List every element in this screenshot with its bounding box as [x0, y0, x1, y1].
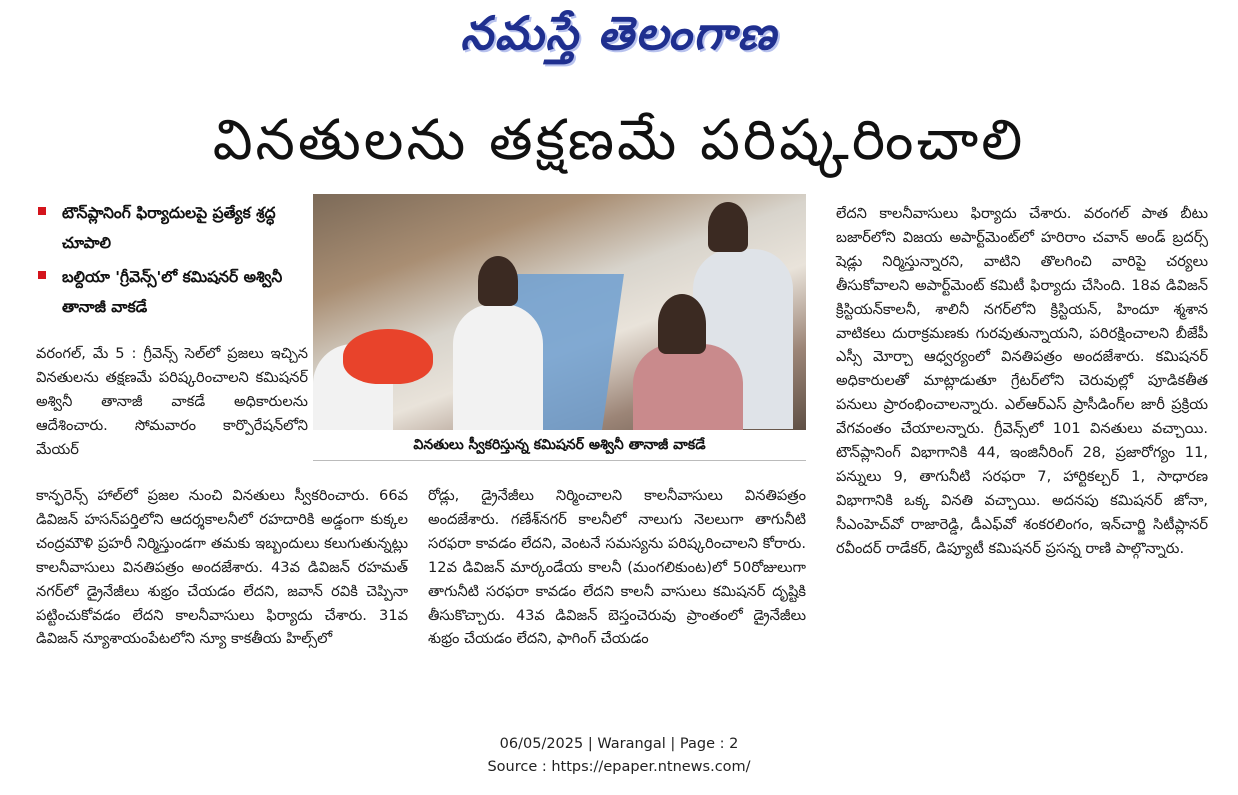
photo-person [633, 344, 743, 430]
article-body-column [36, 484, 408, 651]
source-link[interactable]: Source : https://epaper.ntnews.com/ [487, 759, 751, 775]
article-headline: వినతులను తక్షణమే పరిష్కరించాలి [212, 107, 1026, 173]
photo-person-head [478, 256, 518, 306]
highlight-bullets [36, 198, 308, 326]
highlight-bullet-text: బల్దియా 'గ్రీవెన్స్'లో కమిషనర్ అశ్వినీ తానాజీ వాకడే [62, 268, 283, 316]
article-paragraph: రోడ్లు, డ్రైనేజీలు నిర్మించాలని కాలనీవాసులు వినతిపత్రం అందజేశారు. గణేశ్‌నగర్ కాలనీలో నాలుగు నెలలుగా తాగునీటి సరఫరా కావడం లేదని, వెంటనే సమస్యను పరిష్కరించాలని కోరారు. 12వ డివిజన్ మార్కండేయ కాలనీ (మంగలికుంట)లో 50రోజులుగా తాగునీటి సరఫరా కావడం లేదని కాలనీ వాసులు కమిషనర్ దృష్టికి తీసుకొచ్చారు. 43వ డివిజన్ బెస్తంచెరువు ప్రాంతంలో డ్రైనేజీలు శుభ్రం చేయడం లేదని, ఫాగింగ్ చేయడం [428, 487, 806, 648]
article-photo [313, 194, 806, 430]
article-paragraph: లేదని కాలనీవాసులు ఫిర్యాదు చేశారు. వరంగల్ పాత బీటు బజార్‌లోని విజయ అపార్ట్‌మెంట్‌లో హరిరాం చవాన్ అండ్ బ్రదర్స్ షెడ్లు నిర్మిస్తున్నారని, వాటిని తొలగించి వారిపై చర్యలు తీసుకోవాలని అపార్ట్‌మెంట్ కమిటీ ఫిర్యాదు చేసింది. 18వ డివిజన్ క్రిస్టియన్‌కాలనీ, శాలినీ నగర్‌లోని క్రిస్టియన్, హిందూ శ్మశాన వాటికలు దురాక్రమణకు గురవుతున్నాయని, పరిరక్షించాలని బీజేపీ ఎస్సీ మోర్చా ఆధ్వర్యంలో వినతిపత్రం అందజేశారు. కమిషనర్ అధికారులతో మాట్లాడుతూ గ్రేటర్‌లోని చెరువుల్లో పూడికతీత పనులు ప్రారంభించాలన్నారు. ఎల్‌ఆర్‌ఎస్ ప్రాసీడింగ్‌ల జారీ ప్రక్రియ వేగవంతం చేయాలన్నారు. గ్రీవెన్స్‌లో 101 వినతులు వచ్చాయి. టౌన్‌ప్లానింగ్ విభాగానికి 44, ఇంజినీరింగ్ 28, ప్రజారోగ్యం 11, పన్నులు 9, తాగునీటి సరఫరా 7, హార్టికల్చర్ 1, సాధారణ విభాగానికి ఒక్క వినతి వచ్చాయి. అదనపు కమిషనర్ జోనా, సీఎంహెచ్‌వో రాజారెడ్డి, డీఎఫ్‌వో శంకరలింగం, ఇన్‌చార్జి సిటీప్లానర్ రవీందర్ రాడేకర్, డిప్యూటీ కమిషనర్ ప్రసన్న రాణి పాల్గొన్నారు. [836, 205, 1208, 557]
highlight-bullet [36, 262, 308, 322]
article-body-column [36, 342, 308, 462]
page-footer [0, 733, 1238, 779]
bullet-square-icon [38, 207, 46, 215]
highlight-bullet-text: టౌన్‌ప్లానింగ్ ఫిర్యాదులపై ప్రత్యేక శ్రద్ధ చూపాలి [62, 204, 276, 252]
article-paragraph: కాన్ఫరెన్స్ హాల్‌లో ప్రజల నుంచి వినతులు స్వీకరించారు. 66వ డివిజన్ హసన్‌పర్తిలోని ఆదర్శకాలనీలో రహదారికి అడ్డంగా కుక్కల చంద్రమౌళి ప్రహరీ నిర్మిస్తుండగా తమకు ఇబ్బందులు కలుగుతున్నట్లు కాలనీవాసులు వినతిపత్రం అందజేశారు. 43వ డివిజన్ రహమత్ నగర్‌లో డ్రైనేజీలు శుభ్రం చేయడం లేదని, జవాన్ రవికి చెప్పినా పట్టించుకోవడం లేదని కాలనీవాసులు ఫిర్యాదు చేశారు. 31వ డివిజన్ న్యూశాయంపేటలోని న్యూ కాకతీయ హిల్స్‌లో [36, 487, 408, 648]
edition-info: 06/05/2025 | Warangal | Page : 2 [499, 736, 739, 752]
highlight-bullet [36, 198, 308, 258]
newspaper-logo: నమస్తే తెలంగాణ [460, 6, 778, 60]
photo-person-head [708, 202, 748, 252]
photo-turban [343, 329, 433, 384]
article-paragraph: వరంగల్, మే 5 : గ్రీవెన్స్ సెల్‌లో ప్రజలు ఇచ్చిన వినతులను తక్షణమే పరిష్కరించాలని కమిషనర్ అశ్వినీ తానాజీ వాకడే అధికారులను ఆదేశించారు. సోమవారం కార్పొరేషన్‌లోని మేయర్ [36, 345, 308, 458]
article-body-column [836, 202, 1208, 561]
masthead [0, 4, 1238, 74]
bullet-square-icon [38, 271, 46, 279]
photo-caption: వినతులు స్వీకరిస్తున్న కమిషనర్ అశ్వినీ తానాజీ వాకడే [313, 432, 806, 461]
article-body-column [428, 484, 806, 651]
photo-person-head [658, 294, 706, 354]
photo-person [453, 304, 543, 430]
